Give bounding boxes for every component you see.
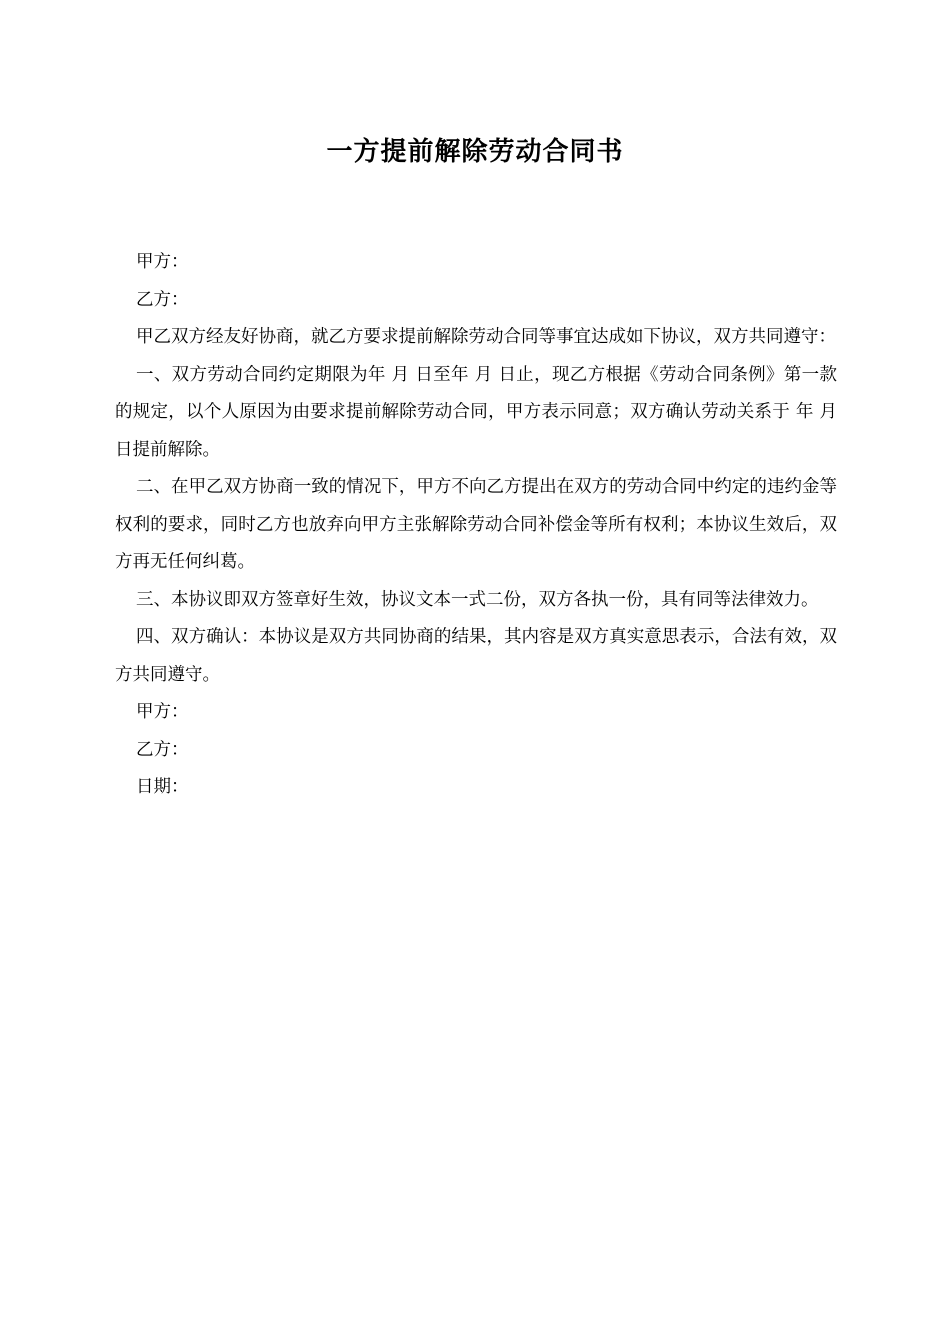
signature-date-label: 日期： <box>136 777 189 797</box>
signature-party-a-label: 甲方： <box>136 702 189 722</box>
document-title: 一方提前解除劳动合同书 <box>326 137 624 167</box>
clause-3-paragraph: 三、本协议即双方签章好生效，协议文本一式二份，双方各执一份，具有同等法律效力。 <box>136 589 819 610</box>
signature-party-b-label: 乙方： <box>136 739 189 760</box>
clause-4-paragraph: 四、双方确认：本协议是双方共同协商的结果，其内容是双方真实意思表示，合法有效，双方共同遵守。 <box>115 627 837 685</box>
clause-2-paragraph: 二、在甲乙双方协商一致的情况下，甲方不向乙方提出在双方的劳动合同中约定的违约金等权利的要求，同时乙方也放弃向甲方主张解除劳动合同补偿金等所有权利；本协议生效后，双方再无任何纠葛。 <box>115 477 837 572</box>
document-body <box>115 244 837 807</box>
clause-1-paragraph: 一、双方劳动合同约定期限为年 月 日至年 月 日止，现乙方根据《劳动合同条例》第一款的规定，以个人原因为由要求提前解除劳动合同，甲方表示同意；双方确认劳动关系于 年 月 日提前解除。 <box>115 364 837 460</box>
intro-paragraph: 甲乙双方经友好协商，就乙方要求提前解除劳动合同等事宜达成如下协议，双方共同遵守： <box>136 327 836 347</box>
party-a-label: 甲方： <box>136 252 189 272</box>
party-b-label: 乙方： <box>136 289 189 310</box>
